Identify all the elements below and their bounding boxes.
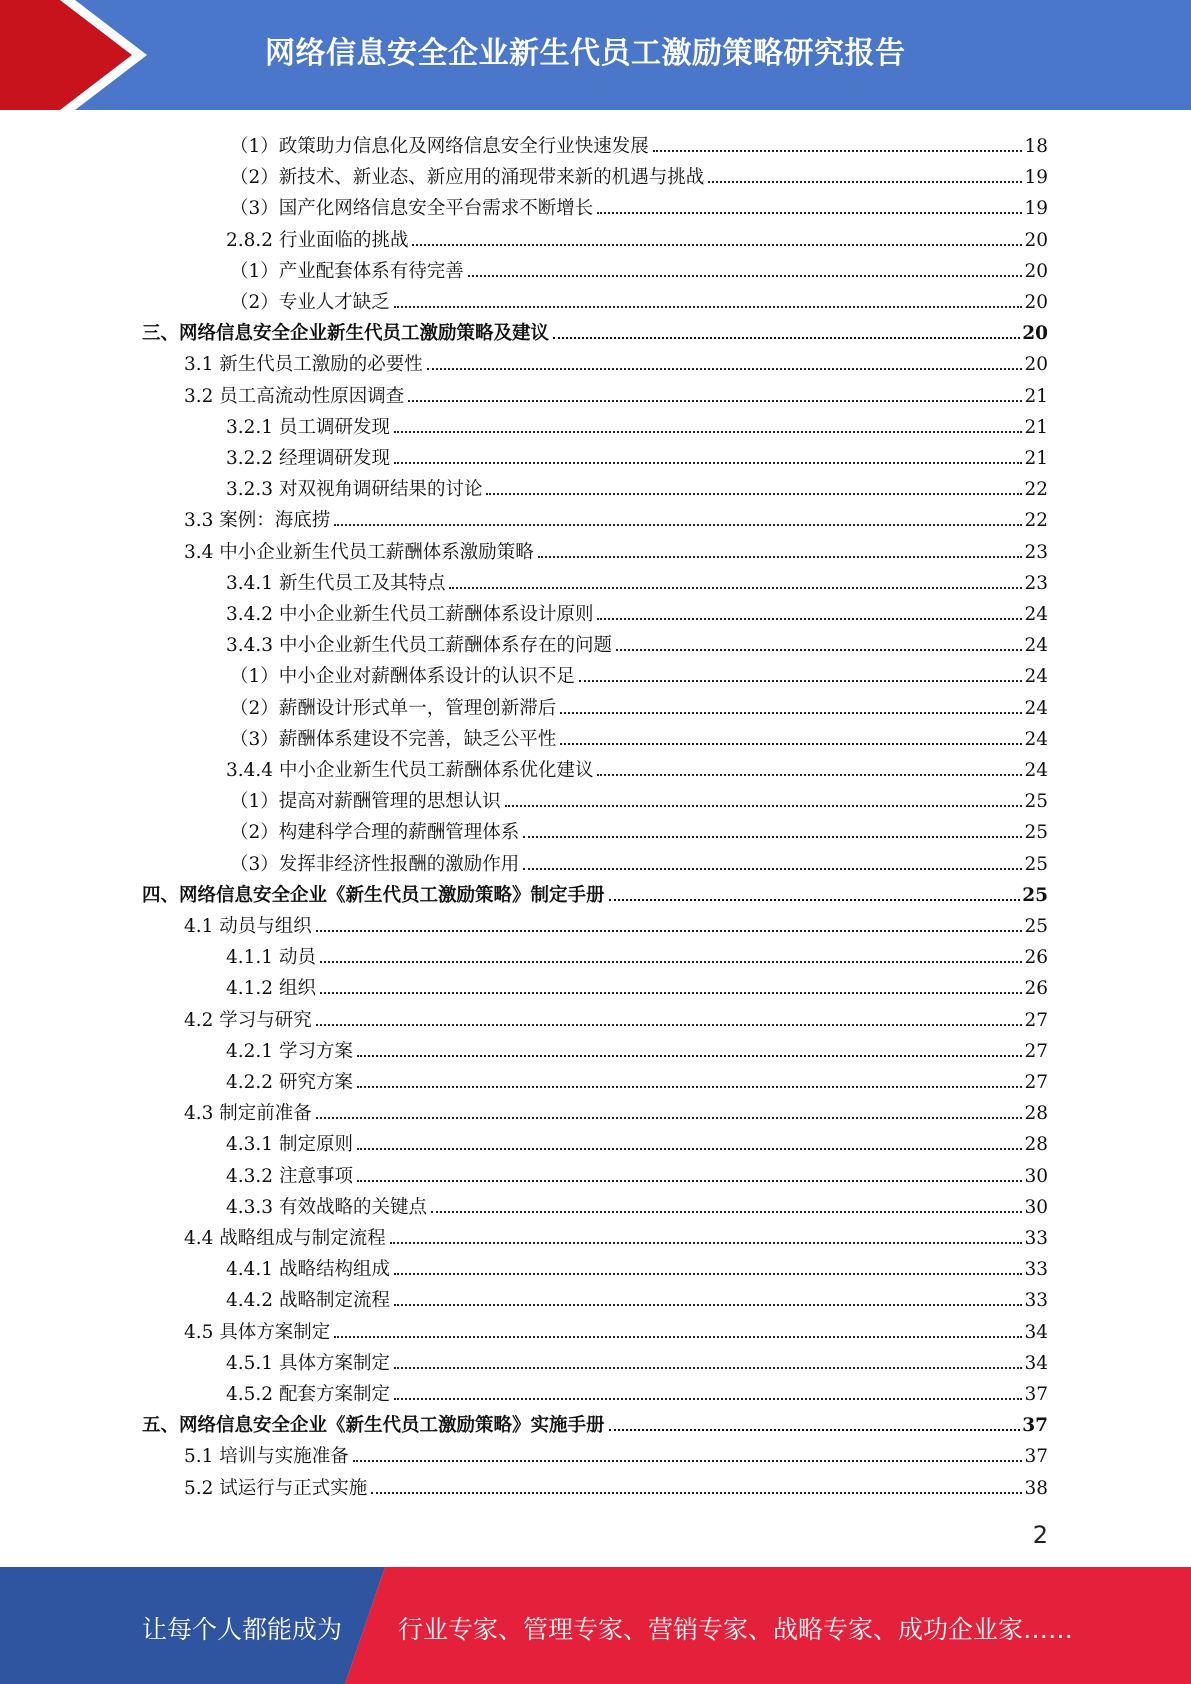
toc-entry-page: 37 bbox=[1024, 1446, 1048, 1468]
toc-entry[interactable] bbox=[230, 657, 1048, 688]
toc-entry-label: （3）国产化网络信息安全平台需求不断增长 bbox=[230, 198, 594, 220]
toc-entry[interactable] bbox=[226, 1063, 1048, 1094]
toc-leader-dots bbox=[394, 1273, 1022, 1275]
toc-entry[interactable] bbox=[142, 1406, 1048, 1437]
toc-entry[interactable] bbox=[230, 127, 1048, 158]
toc-entry-page: 30 bbox=[1024, 1165, 1048, 1187]
toc-entry-page: 26 bbox=[1024, 978, 1048, 1000]
toc-entry-label: （1）提高对薪酬管理的思想认识 bbox=[230, 791, 501, 813]
toc-leader-dots bbox=[394, 1398, 1022, 1400]
toc-entry[interactable] bbox=[184, 1437, 1048, 1468]
toc-leader-dots bbox=[609, 899, 1021, 901]
toc-leader-dots bbox=[560, 712, 1022, 714]
toc-entry[interactable] bbox=[226, 439, 1048, 470]
toc-entry[interactable] bbox=[142, 876, 1048, 907]
toc-entry[interactable] bbox=[184, 907, 1048, 938]
toc-leader-dots bbox=[505, 805, 1023, 807]
toc-entry-page: 28 bbox=[1024, 1134, 1048, 1156]
toc-entry[interactable] bbox=[142, 314, 1048, 345]
toc-entry-page: 20 bbox=[1024, 260, 1048, 282]
toc-entry[interactable] bbox=[226, 626, 1048, 657]
toc-entry-label: 4.2 学习与研究 bbox=[184, 1009, 312, 1031]
toc-entry-label: 4.3 制定前准备 bbox=[184, 1103, 312, 1125]
toc-entry[interactable] bbox=[226, 1250, 1048, 1281]
toc-leader-dots bbox=[412, 244, 1022, 246]
footer-slogan-right: 行业专家、管理专家、营销专家、战略专家、成功企业家…… bbox=[398, 1615, 1074, 1644]
toc-leader-dots bbox=[316, 1024, 1023, 1026]
toc-leader-dots bbox=[394, 306, 1023, 308]
toc-leader-dots bbox=[334, 1336, 1022, 1338]
document-title: 网络信息安全企业新生代员工激励策略研究报告 bbox=[265, 36, 906, 71]
page-footer bbox=[0, 1567, 1191, 1684]
toc-entry-page: 21 bbox=[1024, 448, 1048, 469]
toc-entry-page: 23 bbox=[1024, 572, 1048, 594]
toc-leader-dots bbox=[357, 1148, 1023, 1150]
toc-entry[interactable] bbox=[184, 345, 1048, 376]
toc-entry-page: 25 bbox=[1024, 791, 1048, 813]
toc-entry[interactable] bbox=[226, 1157, 1048, 1188]
toc-entry-page: 25 bbox=[1024, 853, 1048, 875]
toc-entry-label: （2）薪酬设计形式单一，管理创新滞后 bbox=[230, 697, 557, 719]
toc-entry-page: 21 bbox=[1024, 416, 1048, 438]
toc-entry-label: （1）产业配套体系有待完善 bbox=[230, 260, 464, 282]
toc-entry[interactable] bbox=[226, 938, 1048, 969]
page-header bbox=[0, 0, 1191, 110]
toc-leader-dots bbox=[357, 1086, 1023, 1088]
toc-entry-page: 34 bbox=[1024, 1352, 1048, 1374]
toc-entry-label: 五、网络信息安全企业《新生代员工激励策略》实施手册 bbox=[142, 1415, 605, 1437]
toc-entry[interactable] bbox=[226, 221, 1048, 252]
toc-leader-dots bbox=[394, 1367, 1022, 1369]
toc-entry-label: （3）发挥非经济性报酬的激励作用 bbox=[230, 853, 520, 875]
toc-entry-page: 37 bbox=[1022, 1415, 1048, 1437]
toc-entry[interactable] bbox=[226, 408, 1048, 439]
toc-leader-dots bbox=[394, 462, 1022, 464]
toc-entry-page: 27 bbox=[1024, 1009, 1048, 1031]
toc-entry[interactable] bbox=[184, 377, 1048, 408]
toc-entry[interactable] bbox=[226, 969, 1048, 1000]
toc-entry-label: 3.4 中小企业新生代员工薪酬体系激励策略 bbox=[184, 541, 534, 563]
toc-entry-label: 4.4 战略组成与制定流程 bbox=[184, 1228, 386, 1249]
toc-entry[interactable] bbox=[184, 533, 1048, 564]
toc-entry-page: 33 bbox=[1024, 1228, 1048, 1249]
toc-entry-label: 3.2.2 经理调研发现 bbox=[226, 448, 390, 469]
toc-entry-page: 26 bbox=[1024, 947, 1048, 969]
toc-leader-dots bbox=[523, 836, 1022, 838]
toc-entry[interactable] bbox=[226, 1188, 1048, 1219]
toc-entry-label: （2）构建科学合理的薪酬管理体系 bbox=[230, 822, 520, 844]
toc-entry-page: 24 bbox=[1024, 666, 1048, 688]
toc-leader-dots bbox=[597, 618, 1022, 620]
toc-leader-dots bbox=[394, 1304, 1022, 1306]
toc-entry-page: 24 bbox=[1024, 635, 1048, 657]
toc-entry-label: 3.4.2 中小企业新生代员工薪酬体系设计原则 bbox=[226, 604, 594, 625]
toc-entry[interactable] bbox=[226, 751, 1048, 782]
toc-leader-dots bbox=[468, 275, 1023, 277]
toc-leader-dots bbox=[371, 1492, 1022, 1494]
toc-entry[interactable] bbox=[184, 1001, 1048, 1032]
toc-entry-label: 4.1 动员与组织 bbox=[184, 916, 312, 937]
toc-leader-dots bbox=[408, 400, 1022, 402]
toc-entry-label: 三、网络信息安全企业新生代员工激励策略及建议 bbox=[142, 323, 550, 345]
toc-leader-dots bbox=[653, 150, 1023, 152]
toc-entry[interactable] bbox=[230, 720, 1048, 751]
toc-entry[interactable] bbox=[230, 782, 1048, 813]
toc-entry-label: 4.1.2 组织 bbox=[226, 978, 316, 1000]
toc-entry-label: 4.2.1 学习方案 bbox=[226, 1040, 353, 1062]
toc-entry[interactable] bbox=[230, 283, 1048, 314]
toc-entry-label: 4.3.2 注意事项 bbox=[226, 1165, 353, 1187]
toc-entry-label: 4.1.1 动员 bbox=[226, 947, 316, 969]
toc-leader-dots bbox=[708, 181, 1022, 183]
toc-entry-label: 3.2 员工高流动性原因调查 bbox=[184, 385, 405, 407]
toc-entry-page: 22 bbox=[1024, 510, 1048, 532]
toc-entry[interactable] bbox=[230, 845, 1048, 876]
toc-entry-page: 27 bbox=[1024, 1072, 1048, 1093]
toc-leader-dots bbox=[560, 743, 1022, 745]
toc-entry-page: 24 bbox=[1024, 697, 1048, 719]
toc-entry-label: 四、网络信息安全企业《新生代员工激励策略》制定手册 bbox=[142, 884, 605, 906]
toc-entry-page: 33 bbox=[1024, 1290, 1048, 1312]
toc-leader-dots bbox=[357, 1180, 1023, 1182]
toc-entry-page: 23 bbox=[1024, 541, 1048, 563]
toc-entry-label: 3.4.4 中小企业新生代员工薪酬体系优化建议 bbox=[226, 760, 594, 781]
toc-entry[interactable] bbox=[184, 501, 1048, 532]
toc-leader-dots bbox=[579, 680, 1023, 682]
toc-entry-page: 38 bbox=[1024, 1477, 1048, 1499]
toc-entry-label: （2）新技术、新业态、新应用的涌现带来新的机遇与挑战 bbox=[230, 167, 705, 189]
toc-entry-label: （1）政策助力信息化及网络信息安全行业快速发展 bbox=[230, 136, 649, 157]
toc-leader-dots bbox=[316, 1117, 1023, 1119]
toc-entry-label: （1）中小企业对薪酬体系设计的认识不足 bbox=[230, 666, 575, 688]
toc-leader-dots bbox=[390, 1242, 1023, 1244]
toc-entry[interactable] bbox=[226, 1375, 1048, 1406]
toc-entry-label: 3.3 案例：海底捞 bbox=[184, 510, 331, 532]
toc-entry-page: 34 bbox=[1024, 1321, 1048, 1343]
toc-leader-dots bbox=[597, 774, 1022, 776]
toc-entry-page: 20 bbox=[1024, 354, 1048, 376]
toc-entry-label: 5.1 培训与实施准备 bbox=[184, 1446, 349, 1468]
toc-entry-page: 27 bbox=[1024, 1040, 1048, 1062]
toc-entry[interactable] bbox=[184, 1313, 1048, 1344]
page-number: 2 bbox=[1032, 1521, 1048, 1549]
toc-leader-dots bbox=[394, 431, 1022, 433]
toc-entry[interactable] bbox=[226, 564, 1048, 595]
toc-entry-label: 2.8.2 行业面临的挑战 bbox=[226, 229, 409, 251]
toc-entry-page: 25 bbox=[1024, 822, 1048, 844]
toc-entry[interactable] bbox=[226, 1032, 1048, 1063]
toc-entry-page: 25 bbox=[1022, 884, 1048, 906]
toc-entry-label: 4.3.1 制定原则 bbox=[226, 1134, 353, 1156]
toc-entry-label: 4.4.2 战略制定流程 bbox=[226, 1290, 390, 1312]
toc-leader-dots bbox=[538, 556, 1023, 558]
header-arrow-decoration bbox=[0, 0, 160, 110]
toc-leader-dots bbox=[427, 368, 1023, 370]
toc-entry[interactable] bbox=[230, 158, 1048, 189]
toc-leader-dots bbox=[597, 212, 1022, 214]
toc-entry-label: 3.2.1 员工调研发现 bbox=[226, 416, 390, 438]
toc-entry-label: 3.4.1 新生代员工及其特点 bbox=[226, 572, 446, 594]
toc-entry-label: 4.2.2 研究方案 bbox=[226, 1072, 353, 1093]
toc-leader-dots bbox=[609, 1429, 1021, 1431]
toc-leader-dots bbox=[320, 961, 1023, 963]
toc-entry[interactable] bbox=[226, 595, 1048, 626]
toc-entry-page: 24 bbox=[1024, 760, 1048, 781]
toc-entry-page: 19 bbox=[1024, 167, 1048, 189]
toc-leader-dots bbox=[334, 524, 1022, 526]
toc-leader-dots bbox=[316, 930, 1023, 932]
toc-leader-dots bbox=[616, 649, 1022, 651]
toc-entry-page: 24 bbox=[1024, 728, 1048, 750]
toc-entry-label: （2）专业人才缺乏 bbox=[230, 292, 390, 313]
toc-leader-dots bbox=[449, 587, 1022, 589]
toc-entry-page: 37 bbox=[1024, 1384, 1048, 1405]
toc-leader-dots bbox=[320, 992, 1023, 994]
toc-entry-page: 30 bbox=[1024, 1196, 1048, 1218]
toc-entry-label: （3）薪酬体系建设不完善，缺乏公平性 bbox=[230, 728, 557, 750]
toc-entry-label: 4.5.1 具体方案制定 bbox=[226, 1352, 390, 1374]
toc-entry[interactable] bbox=[226, 1344, 1048, 1375]
toc-entry-page: 21 bbox=[1024, 385, 1048, 407]
toc-entry-label: 5.2 试运行与正式实施 bbox=[184, 1477, 368, 1499]
toc-entry-label: 3.4.3 中小企业新生代员工薪酬体系存在的问题 bbox=[226, 635, 612, 657]
toc-entry-page: 18 bbox=[1024, 136, 1048, 157]
toc-entry-page: 25 bbox=[1024, 916, 1048, 937]
toc-entry[interactable] bbox=[230, 689, 1048, 720]
toc-leader-dots bbox=[431, 1211, 1022, 1213]
toc-entry-label: 3.1 新生代员工激励的必要性 bbox=[184, 354, 423, 376]
toc-entry-page: 20 bbox=[1024, 229, 1048, 251]
toc-entry-page: 20 bbox=[1024, 292, 1048, 313]
toc-entry-label: 3.2.3 对双视角调研结果的讨论 bbox=[226, 479, 483, 501]
toc-entry-page: 28 bbox=[1024, 1103, 1048, 1125]
toc-entry-page: 33 bbox=[1024, 1259, 1048, 1281]
toc-entry-label: 4.5.2 配套方案制定 bbox=[226, 1384, 390, 1405]
toc-leader-dots bbox=[357, 1055, 1023, 1057]
toc-entry-label: 4.4.1 战略结构组成 bbox=[226, 1259, 390, 1281]
toc-entry[interactable] bbox=[230, 189, 1048, 220]
toc-leader-dots bbox=[553, 337, 1020, 339]
toc-entry-page: 19 bbox=[1024, 198, 1048, 220]
toc-entry[interactable] bbox=[184, 1094, 1048, 1125]
toc-entry[interactable] bbox=[226, 470, 1048, 501]
toc-entry[interactable] bbox=[226, 1125, 1048, 1156]
toc-entry-label: 4.5 具体方案制定 bbox=[184, 1321, 331, 1343]
toc-entry-label: 4.3.3 有效战略的关键点 bbox=[226, 1196, 427, 1218]
toc-entry[interactable] bbox=[184, 1469, 1048, 1500]
toc-entry[interactable] bbox=[184, 1219, 1048, 1250]
footer-slogan-left: 让每个人都能成为 bbox=[142, 1615, 343, 1644]
toc-entry-page: 24 bbox=[1024, 604, 1048, 625]
toc-entry-page: 20 bbox=[1022, 323, 1048, 345]
toc-entry[interactable] bbox=[230, 252, 1048, 283]
toc-entry[interactable] bbox=[230, 813, 1048, 844]
toc-leader-dots bbox=[353, 1460, 1023, 1462]
toc-entry-page: 22 bbox=[1024, 479, 1048, 501]
toc-leader-dots bbox=[523, 868, 1022, 870]
toc-entry[interactable] bbox=[226, 1281, 1048, 1312]
toc-leader-dots bbox=[486, 493, 1022, 495]
